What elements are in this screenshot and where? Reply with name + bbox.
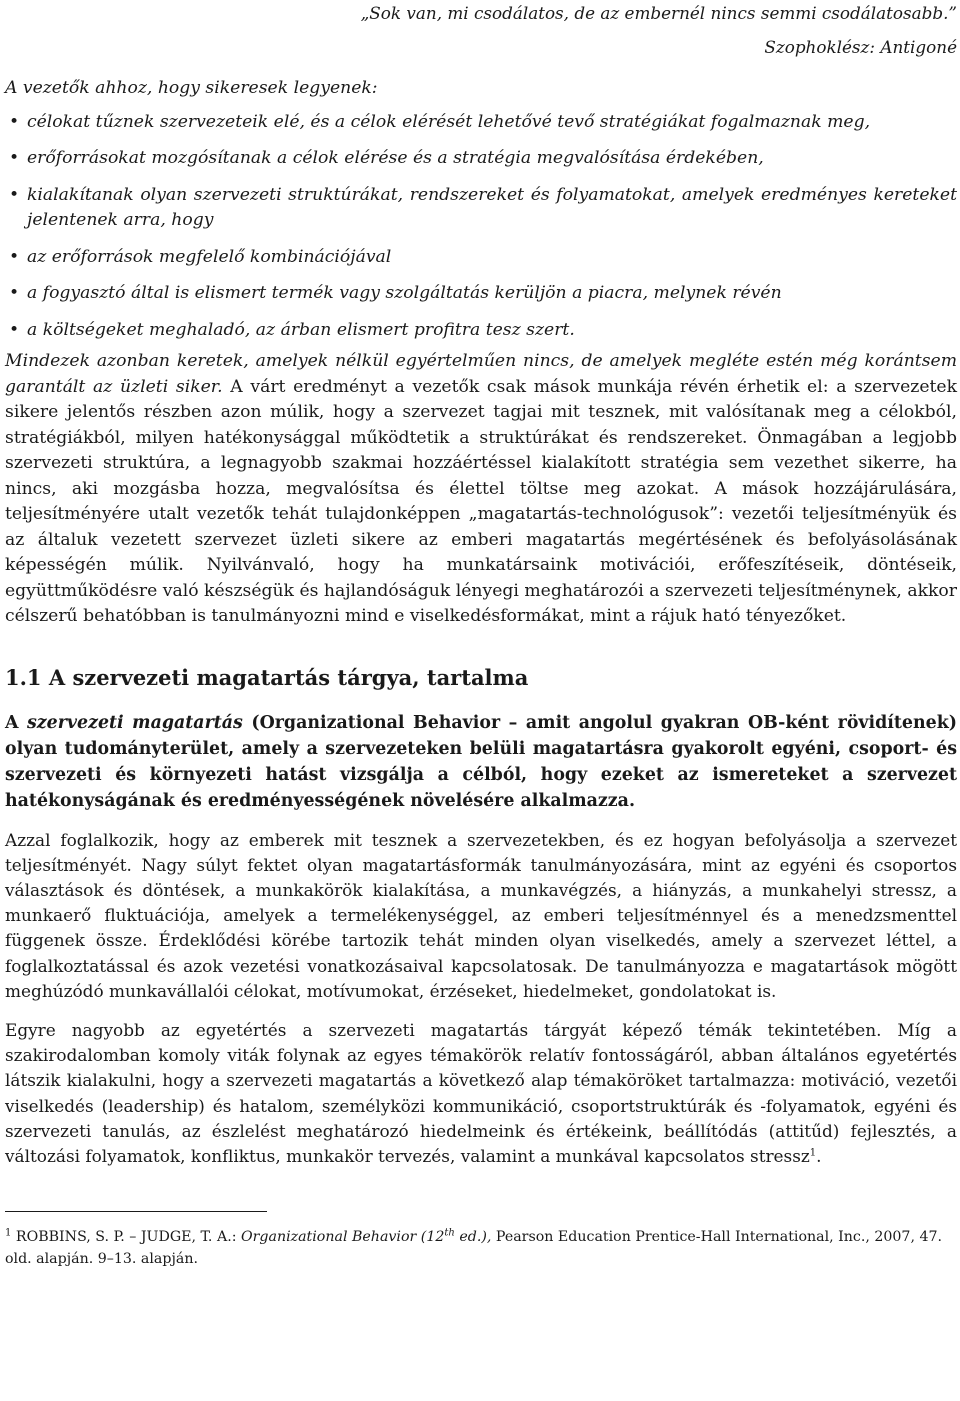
lead-rest: (Organizational Behavior – amit angolul gyakran OB-ként rövidítenek) olyan tudományterület, amely a szervezeteken belüli magatartásra gyakorolt egyéni, csoport- és szervezeti és környezeti hatást vizsgálja a célból, hogy ezeket az ismereteket a szervezet hatékonyságának és eredményességének növelésére alkalmazza. bbox=[5, 712, 957, 811]
intro-text: A vezetők ahhoz, hogy sikeresek legyenek: bbox=[5, 78, 378, 98]
list-item: • az erőforrások megfelelő kombinációjával bbox=[5, 245, 957, 271]
footnote-rest: Pearson Education Prentice-Hall International, Inc., 2007, 47. old. alapján. 9–13. alapján. bbox=[5, 1229, 943, 1268]
paragraph-italic-part: Mindezek azonban keretek, amelyek nélkül egyértelműen nincs, de amelyek megléte estén még korántsem garantált az üzleti siker. bbox=[5, 351, 957, 397]
list-item: • a fogyasztó által is elismert termék vagy szolgáltatás kerüljön a piacra, melynek révén bbox=[5, 281, 957, 307]
para3-text: Egyre nagyobb az egyetértés a szervezeti magatartás tárgyát képező témák tekintetében. Míg a szakirodalomban komoly viták folynak az egyes témakörök relatív fontosságáról, abban általános egyetértés látszik kialakulni, hogy a szervezeti magatartás a következő alap témaköröket tartalmazza: motiváció, vezetői viselkedés (leadership) és hatalom, személyközi kommunikáció, csoportstruktúrák és -folyamatok, egyéni és szervezeti tanulás, az észlelést meghatározó hiedelmeink és értékeink, beállítódás (attitűd) fejlesztés, a változási folyamatok, konfliktus, munkakör tervezés, valamint a munkával kapcsolatos stressz bbox=[5, 1019, 957, 1166]
list-item: • a költségeket meghaladó, az árban elismert profitra tesz szert. bbox=[5, 318, 957, 344]
footnote bbox=[5, 1226, 957, 1270]
footnote-title: Organizational Behavior (12 bbox=[241, 1229, 445, 1246]
footnote-divider bbox=[5, 1211, 267, 1212]
footnote-number: 1 bbox=[5, 1227, 12, 1239]
list-item: • erőforrásokat mozgósítanak a célok elérése és a stratégia megvalósítása érdekében, bbox=[5, 146, 957, 172]
body-paragraph-3 bbox=[5, 1018, 957, 1169]
footnote-reference[interactable]: 1 bbox=[809, 1147, 817, 1159]
lead-prefix: A bbox=[5, 712, 28, 733]
paragraph-normal-part: A várt eredményt a vezetők csak mások munkája révén érhetik el: a szervezetek sikere jelentős részben azon múlik, hogy a szervezet tagjai mit tesznek, mit valósítanak meg a célokból, stratégiákból, milyen hatékonysággal működtetik a struktúrákat és rendszereket. Önmagában a legjobb szervezeti struktúra, a legnagyobb szakmai hozzáértéssel kialakított stratégia sem vezethet sikerre, ha nincs, aki mozgásba hozza, megvalósítsa és élettel töltse meg azokat. A mások hozzájárulására, teljesítményére utalt vezetők tehát tulajdonképpen „magatartás-technológusok”: vezetői teljesítményük és az általuk vezetett szervezet üzleti sikere az emberi magatartás megértésének és befolyásolásának képességén múlik. Nyilvánvaló, hogy ha munkatársaink motivációi, erőfeszítéseik, döntéseik, együttműködésre való készségük és hajlandóságuk lényegi meghatározói a szervezeti teljesítménynek, akkor célszerű behatóbban is tanulmányozni mind e viselkedésformákat, mint a rájuk ható tényezőket. bbox=[5, 376, 957, 626]
definition-paragraph bbox=[5, 710, 957, 814]
para3-end: . bbox=[816, 1145, 822, 1166]
leader-tasks-list bbox=[5, 110, 957, 344]
epigraph-quote: „Sok van, mi csodálatos, de az embernél nincs semmi csodálatosabb.” bbox=[360, 3, 957, 23]
list-item: • célokat tűznek szervezeteik elé, és a célok elérését lehetővé tevő stratégiákat fogalmaznak meg, bbox=[5, 110, 957, 136]
lead-term: szervezeti magatartás bbox=[27, 712, 243, 733]
list-item: • kialakítanak olyan szervezeti struktúrákat, rendszereket és folyamatokat, amelyek eredményes kereteket jelentenek arra, hogy bbox=[5, 183, 957, 234]
footnote-title-end: ed.), bbox=[454, 1229, 492, 1246]
section-heading: 1.1 A szervezeti magatartás tárgya, tartalma bbox=[5, 664, 529, 690]
body-paragraph-1 bbox=[5, 349, 957, 630]
body-paragraph-2: Azzal foglalkozik, hogy az emberek mit tesznek a szervezetekben, és ez hogyan befolyásolja a szervezet teljesítményét. Nagy súlyt fektet olyan magatartásformák tanulmányozására, mint az egyéni és csoportos választások és döntések, a munkakörök kialakítása, a munkavégzés, a hiányzás, a munkahelyi stressz, a munkaerő fluktuációja, amelyek a termelékenységgel, az emberi teljesítménnyel és a menedzsmenttel függenek össze. Érdeklődési körébe tartozik tehát minden olyan viselkedés, amely a szervezet léttel, a foglalkoztatással és azok vezetési vonatkozásaival kapcsolatosak. De tanulmányozza e magatartások mögött meghúzódó munkavállalói célokat, motívumokat, érzéseket, hiedelmeket, gondolatokat is. bbox=[5, 829, 957, 1001]
footnote-authors: ROBBINS, S. P. – JUDGE, T. A.: bbox=[11, 1229, 241, 1246]
footnote-title-sup: th bbox=[444, 1227, 455, 1239]
epigraph-source: Szophoklész: Antigoné bbox=[764, 36, 957, 57]
